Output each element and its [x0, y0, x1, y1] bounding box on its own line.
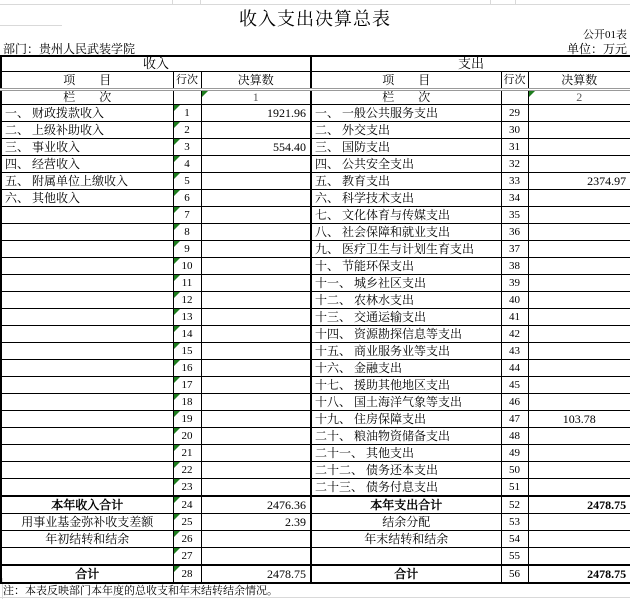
table-row — [1, 411, 630, 428]
column-header-row — [1, 72, 630, 90]
income-amount-cell — [201, 360, 311, 377]
income-item-header: 项 目 — [1, 72, 173, 90]
expense-item-cell: 十一、 城乡社区支出 — [311, 275, 501, 292]
unit-label: 单位：万元 — [566, 42, 627, 56]
income-line-cell: 25 — [173, 514, 201, 531]
income-amount-cell: 1921.96 — [201, 105, 311, 122]
expense-item-cell: 十六、 金融支出 — [311, 360, 501, 377]
expense-line-header: 行次 — [501, 72, 528, 90]
expense-item-cell: 二十二、 债务还本支出 — [311, 462, 501, 479]
expense-line-cell: 36 — [501, 224, 528, 241]
table-row — [1, 343, 630, 360]
expense-line-cell: 45 — [501, 377, 528, 394]
table-row — [1, 241, 630, 258]
expense-amount-header: 决算数 — [528, 72, 630, 90]
expense-line-cell: 55 — [501, 548, 528, 566]
income-lanci-line-cell — [173, 90, 201, 105]
income-item-cell — [1, 479, 173, 497]
table-row — [1, 156, 630, 173]
income-item-cell — [1, 326, 173, 343]
expense-line-cell: 48 — [501, 428, 528, 445]
income-item-cell — [1, 224, 173, 241]
income-section-header: 收入 — [1, 56, 311, 72]
income-item-cell: 一、 财政拨款收入 — [1, 105, 173, 122]
expense-amount-cell — [528, 105, 630, 122]
expense-item-cell: 十、 节能环保支出 — [311, 258, 501, 275]
income-line-cell: 23 — [173, 479, 201, 497]
income-line-cell: 22 — [173, 462, 201, 479]
income-item-cell — [1, 275, 173, 292]
income-line-cell: 3 — [173, 139, 201, 156]
income-item-cell — [1, 394, 173, 411]
income-item-cell — [1, 428, 173, 445]
expense-item-cell: 结余分配 — [311, 514, 501, 531]
income-item-cell — [1, 377, 173, 394]
income-amount-cell — [201, 224, 311, 241]
column-index-row — [1, 90, 630, 105]
expense-line-cell: 33 — [501, 173, 528, 190]
income-item-cell: 六、 其他收入 — [1, 190, 173, 207]
income-item-cell — [1, 548, 173, 566]
table-row — [1, 190, 630, 207]
expense-item-cell: 八、 社会保障和就业支出 — [311, 224, 501, 241]
expense-item-cell: 六、 科学技术支出 — [311, 190, 501, 207]
income-line-cell: 19 — [173, 411, 201, 428]
expense-item-cell: 十九、 住房保障支出 — [311, 411, 501, 428]
expense-line-cell: 39 — [501, 275, 528, 292]
income-amount-cell — [201, 445, 311, 462]
accounts-table — [0, 55, 630, 584]
expense-lanci-line-cell — [501, 90, 528, 105]
expense-column-index: 2 — [528, 90, 630, 105]
expense-line-cell: 31 — [501, 139, 528, 156]
table-row — [1, 292, 630, 309]
income-line-cell: 5 — [173, 173, 201, 190]
income-line-cell: 28 — [173, 565, 201, 583]
income-amount-cell: 554.40 — [201, 139, 311, 156]
income-line-cell: 26 — [173, 531, 201, 548]
income-item-cell — [1, 241, 173, 258]
expense-item-cell: 十五、 商业服务业等支出 — [311, 343, 501, 360]
expense-item-cell: 二十三、 债务付息支出 — [311, 479, 501, 497]
expense-item-cell: 合计 — [311, 565, 501, 583]
expense-amount-cell — [528, 548, 630, 566]
income-item-cell: 年初结转和结余 — [1, 531, 173, 548]
expense-line-cell: 54 — [501, 531, 528, 548]
table-row — [1, 258, 630, 275]
income-line-cell: 1 — [173, 105, 201, 122]
income-item-cell — [1, 343, 173, 360]
income-line-cell: 27 — [173, 548, 201, 566]
expense-item-cell: 三、 国防支出 — [311, 139, 501, 156]
income-amount-header: 决算数 — [201, 72, 311, 90]
expense-amount-cell: 2478.75 — [528, 565, 630, 583]
expense-amount-cell — [528, 479, 630, 497]
expense-amount-cell — [528, 514, 630, 531]
expense-amount-cell — [528, 292, 630, 309]
income-amount-cell — [201, 343, 311, 360]
income-amount-cell: 2478.75 — [201, 565, 311, 583]
expense-amount-cell: 103.78 — [528, 411, 630, 428]
income-item-cell: 合计 — [1, 565, 173, 583]
table-row — [1, 139, 630, 156]
income-line-cell: 20 — [173, 428, 201, 445]
income-line-cell: 13 — [173, 309, 201, 326]
expense-amount-cell — [528, 360, 630, 377]
income-amount-cell: 2476.36 — [201, 496, 311, 514]
expense-item-cell: 十三、 交通运输支出 — [311, 309, 501, 326]
income-line-cell: 16 — [173, 360, 201, 377]
table-row — [1, 531, 630, 548]
expense-line-cell: 44 — [501, 360, 528, 377]
income-line-cell: 9 — [173, 241, 201, 258]
expense-amount-cell — [528, 309, 630, 326]
income-line-cell: 17 — [173, 377, 201, 394]
income-line-cell: 15 — [173, 343, 201, 360]
income-amount-cell — [201, 428, 311, 445]
table-row — [1, 514, 630, 531]
table-row — [1, 496, 630, 514]
expense-amount-cell — [528, 224, 630, 241]
expense-line-cell: 41 — [501, 309, 528, 326]
expense-item-cell: 年末结转和结余 — [311, 531, 501, 548]
income-item-cell — [1, 258, 173, 275]
expense-line-cell: 47 — [501, 411, 528, 428]
expense-item-cell: 二十、 粮油物资储备支出 — [311, 428, 501, 445]
income-item-cell — [1, 411, 173, 428]
expense-item-cell: 本年支出合计 — [311, 496, 501, 514]
expense-line-cell: 37 — [501, 241, 528, 258]
table-row — [1, 309, 630, 326]
income-line-cell: 10 — [173, 258, 201, 275]
income-lanci-label: 栏 次 — [1, 90, 173, 105]
table-row — [1, 173, 630, 190]
income-amount-cell — [201, 241, 311, 258]
income-line-cell: 6 — [173, 190, 201, 207]
expense-amount-cell: 2374.97 — [528, 173, 630, 190]
expense-line-cell: 32 — [501, 156, 528, 173]
income-amount-cell — [201, 190, 311, 207]
income-item-cell — [1, 292, 173, 309]
income-amount-cell — [201, 309, 311, 326]
expense-line-cell: 53 — [501, 514, 528, 531]
expense-line-cell: 42 — [501, 326, 528, 343]
expense-item-cell: 一、 一般公共服务支出 — [311, 105, 501, 122]
expense-amount-cell — [528, 428, 630, 445]
income-line-cell: 18 — [173, 394, 201, 411]
income-amount-cell — [201, 292, 311, 309]
expense-section-header: 支出 — [311, 56, 630, 72]
expense-amount-cell — [528, 343, 630, 360]
income-item-cell — [1, 462, 173, 479]
expense-amount-cell — [528, 190, 630, 207]
income-item-cell: 用事业基金弥补收支差额 — [1, 514, 173, 531]
table-row — [1, 105, 630, 122]
table-row — [1, 428, 630, 445]
table-row — [1, 360, 630, 377]
expense-amount-cell — [528, 139, 630, 156]
table-row — [1, 394, 630, 411]
expense-item-cell: 十二、 农林水支出 — [311, 292, 501, 309]
page-title: 收入支出决算总表 — [239, 9, 391, 29]
doc-number-label: 公开01表 — [583, 29, 627, 41]
income-line-cell: 21 — [173, 445, 201, 462]
expense-amount-cell — [528, 258, 630, 275]
expense-item-cell: 十四、 资源勘探信息等支出 — [311, 326, 501, 343]
expense-amount-cell — [528, 462, 630, 479]
expense-amount-cell — [528, 377, 630, 394]
income-line-cell: 4 — [173, 156, 201, 173]
income-line-cell: 11 — [173, 275, 201, 292]
table-row — [1, 207, 630, 224]
table-body — [1, 105, 630, 584]
income-item-cell: 三、 事业收入 — [1, 139, 173, 156]
expense-line-cell: 46 — [501, 394, 528, 411]
expense-line-cell: 40 — [501, 292, 528, 309]
table-row — [1, 548, 630, 566]
expense-amount-cell — [528, 531, 630, 548]
expense-item-cell: 二、 外交支出 — [311, 122, 501, 139]
expense-line-cell: 30 — [501, 122, 528, 139]
income-amount-cell: 2.39 — [201, 514, 311, 531]
expense-item-cell: 十七、 援助其他地区支出 — [311, 377, 501, 394]
income-item-cell — [1, 360, 173, 377]
expense-amount-cell — [528, 394, 630, 411]
expense-line-cell: 50 — [501, 462, 528, 479]
income-line-cell: 24 — [173, 496, 201, 514]
income-item-cell: 本年收入合计 — [1, 496, 173, 514]
income-amount-cell — [201, 462, 311, 479]
income-item-cell: 四、 经营收入 — [1, 156, 173, 173]
expense-lanci-label: 栏 次 — [311, 90, 501, 105]
income-item-cell — [1, 207, 173, 224]
income-amount-cell — [201, 394, 311, 411]
table-row — [1, 445, 630, 462]
expense-amount-cell — [528, 275, 630, 292]
table-row — [1, 377, 630, 394]
expense-item-cell: 四、 公共安全支出 — [311, 156, 501, 173]
expense-line-cell: 52 — [501, 496, 528, 514]
expense-line-cell: 29 — [501, 105, 528, 122]
table-row — [1, 462, 630, 479]
income-amount-cell — [201, 531, 311, 548]
income-line-cell: 12 — [173, 292, 201, 309]
income-amount-cell — [201, 122, 311, 139]
expense-line-cell: 43 — [501, 343, 528, 360]
income-amount-cell — [201, 377, 311, 394]
income-line-header: 行次 — [173, 72, 201, 90]
expense-line-cell: 38 — [501, 258, 528, 275]
income-line-cell: 8 — [173, 224, 201, 241]
income-amount-cell — [201, 548, 311, 566]
footnote: 注：本表反映部门本年度的总收支和年末结转结余情况。 — [3, 585, 278, 597]
expense-item-cell — [311, 548, 501, 566]
income-amount-cell — [201, 207, 311, 224]
income-line-cell: 7 — [173, 207, 201, 224]
income-amount-cell — [201, 479, 311, 497]
income-item-cell: 五、 附属单位上缴收入 — [1, 173, 173, 190]
expense-line-cell: 34 — [501, 190, 528, 207]
expense-amount-cell — [528, 122, 630, 139]
income-item-cell — [1, 309, 173, 326]
income-item-cell — [1, 445, 173, 462]
expense-amount-cell — [528, 241, 630, 258]
expense-item-cell: 二十一、 其他支出 — [311, 445, 501, 462]
income-column-index: 1 — [201, 90, 311, 105]
expense-item-header: 项 目 — [311, 72, 501, 90]
income-amount-cell — [201, 258, 311, 275]
expense-line-cell: 56 — [501, 565, 528, 583]
expense-item-cell: 九、 医疗卫生与计划生育支出 — [311, 241, 501, 258]
expense-amount-cell — [528, 445, 630, 462]
expense-amount-cell — [528, 326, 630, 343]
expense-amount-cell: 2478.75 — [528, 496, 630, 514]
table-row — [1, 275, 630, 292]
table-row — [1, 479, 630, 497]
table-row — [1, 224, 630, 241]
table-row — [1, 122, 630, 139]
table-row — [1, 565, 630, 583]
income-line-cell: 2 — [173, 122, 201, 139]
table-row — [1, 326, 630, 343]
income-amount-cell — [201, 275, 311, 292]
expense-line-cell: 35 — [501, 207, 528, 224]
income-line-cell: 14 — [173, 326, 201, 343]
income-amount-cell — [201, 411, 311, 428]
expense-amount-cell — [528, 207, 630, 224]
expense-item-cell: 五、 教育支出 — [311, 173, 501, 190]
expense-item-cell: 七、 文化体育与传媒支出 — [311, 207, 501, 224]
department-label: 部门：贵州人民武装学院 — [3, 42, 136, 56]
expense-item-cell: 十八、 国土海洋气象等支出 — [311, 394, 501, 411]
income-amount-cell — [201, 156, 311, 173]
section-header-row — [1, 56, 630, 72]
expense-line-cell: 49 — [501, 445, 528, 462]
expense-line-cell: 51 — [501, 479, 528, 497]
income-item-cell: 二、 上级补助收入 — [1, 122, 173, 139]
expense-amount-cell — [528, 156, 630, 173]
income-amount-cell — [201, 326, 311, 343]
income-amount-cell — [201, 173, 311, 190]
